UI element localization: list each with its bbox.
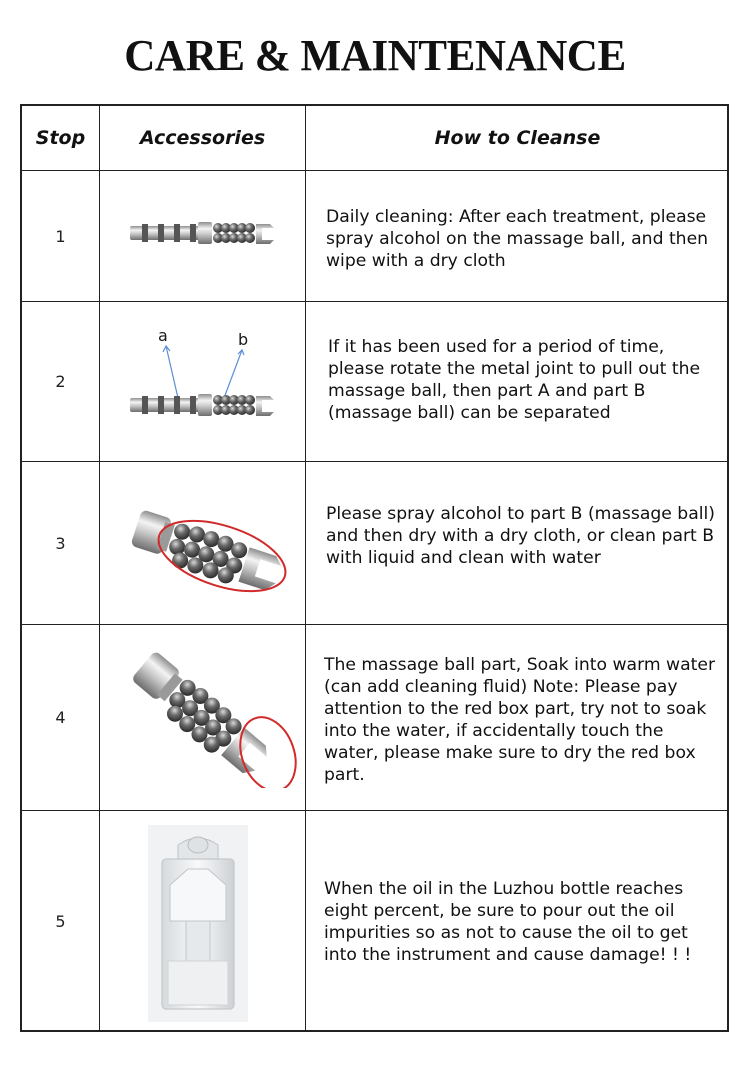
column-divider <box>305 106 306 1030</box>
row-divider <box>22 624 727 625</box>
separated-parts-image <box>128 324 278 424</box>
oil-bottle-image <box>148 825 248 1022</box>
step-number: 3 <box>55 533 66 553</box>
step-number: 2 <box>55 372 66 391</box>
care-table <box>20 104 729 1032</box>
step-number: 1 <box>55 226 66 246</box>
row-divider <box>22 301 727 302</box>
column-divider <box>99 106 100 1030</box>
row-divider <box>22 461 727 462</box>
row-divider <box>22 170 727 171</box>
massage-ball-part-b-image <box>122 498 302 608</box>
step-description: When the oil in the Luzhou bottle reaches eight percent, be sure to pour out the oil impurities so as not to cause the oil to get into the instrument and cause damage! ! ! <box>324 879 692 965</box>
step-description: The massage ball part, Soak into warm water (can add cleaning fluid) Note: Please pay attention to the red box part, try not to soak into the water, if accidentally touch the water, please make sure to dry the red box part. <box>324 655 716 785</box>
page-title: CARE & MAINTENANCE <box>124 31 626 80</box>
massage-ball-soak-image <box>118 648 298 788</box>
step-description: If it has been used for a period of time, please rotate the metal joint to pull out the massage ball, then part A and part B (massage ball) can be separated <box>328 337 701 423</box>
label-part-a: a <box>158 326 168 345</box>
step-number: 5 <box>55 912 66 931</box>
label-part-b: b <box>238 330 249 349</box>
header-accessories: Accessories <box>139 127 266 149</box>
header-how-to-cleanse: How to Cleanse <box>434 127 601 149</box>
header-step: Stop <box>35 127 86 149</box>
row-divider <box>22 810 727 811</box>
step-number: 4 <box>55 708 66 727</box>
step-description: Daily cleaning: After each treatment, please spray alcohol on the massage ball, and then wipe with a dry cloth <box>326 207 709 271</box>
massage-roller-image <box>128 214 278 254</box>
step-description: Please spray alcohol to part B (massage ball) and then dry with a dry cloth, or clean part B with liquid and clean with water <box>326 504 716 568</box>
